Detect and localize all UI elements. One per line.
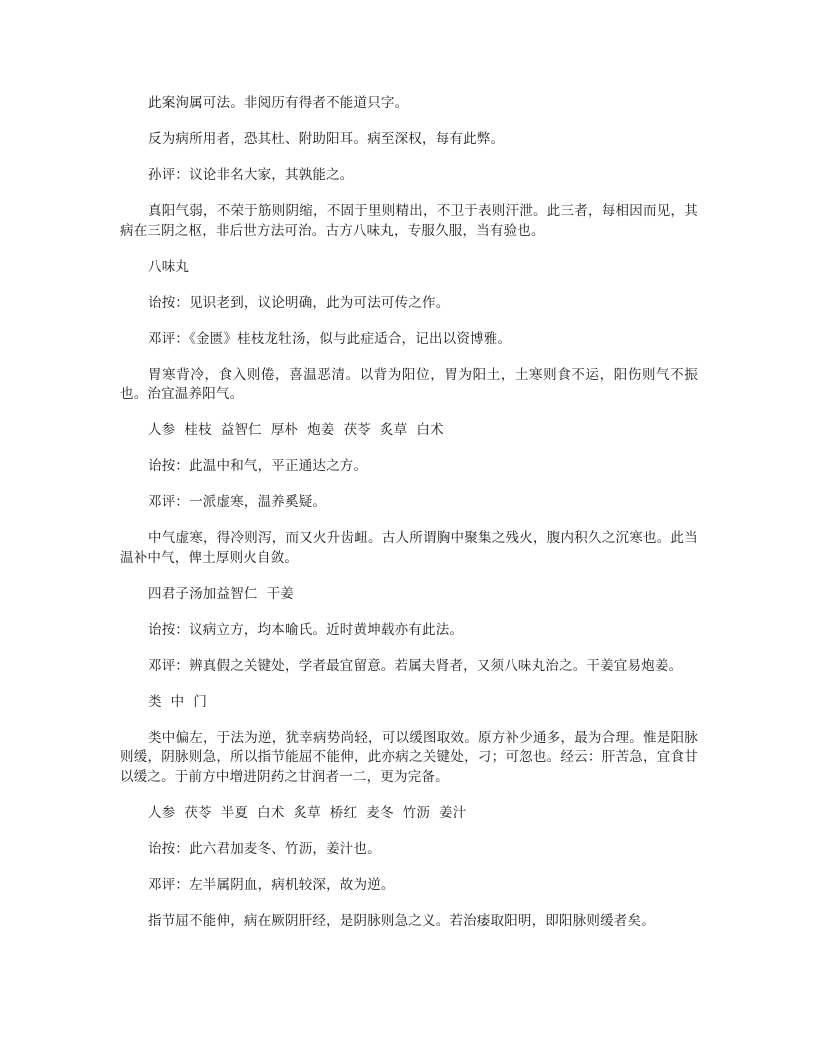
paragraph: 诒按：此温中和气，平正通达之方。 — [148, 458, 368, 474]
paragraph: 邓评：一派虚寒，温养奚疑。 — [148, 494, 327, 510]
section-heading: 类 中 门 — [148, 693, 208, 710]
paragraph: 邓评：左半属阴血，病机较深，故为逆。 — [148, 876, 395, 893]
paragraph: 胃寒背冷，食入则倦，喜温恶清。以背为阳位，胃为阳土，土寒则食不运，阳伤则气不振也。治宜温养阳气。 — [120, 366, 698, 402]
document-page — [120, 94, 698, 948]
paragraph: 诒按：见识老到，议论明确，此为可法可传之作。 — [148, 294, 450, 311]
paragraph: 诒按：此六君加麦冬、竹沥，姜汁也。 — [148, 840, 381, 857]
paragraph: 反为病所用者，恐其杜、附助阳耳。病至深权，每有此弊。 — [148, 131, 505, 147]
paragraph: 诒按：议病立方，均本喻氏。近时黄坤载亦有此法。 — [148, 621, 464, 638]
paragraph: 中气虚寒，得冷则泻，而又火升齿衄。古人所谓胸中聚集之残火，腹内积久之沉寒也。此当温补中气，俾土厚则火自敛。 — [120, 530, 698, 566]
paragraph: 邓评：《金匮》桂枝龙牡汤，似与此症适合，记出以资博雅。 — [148, 330, 512, 347]
formula-title: 四君子汤加益智仁 干姜 — [148, 585, 294, 602]
paragraph: 指节屈不能伸，病在厥阴肝经，是阴脉则急之义。若治痿取阳明，即阳脉则缓者矣。 — [148, 912, 655, 929]
paragraph: 真阳气弱，不荣于筋则阴缩，不固于里则精出，不卫于表则汗泄。此三者，每相因而见，其病在三阴之枢，非后世方法可治。古方八味丸，专服久服，当有验也。 — [120, 203, 698, 239]
paragraph: 类中偏左，于法为逆，犹幸病势尚轻，可以缓图取效。原方补少通多，最为合理。惟是阳脉则缓，阴脉则急，所以指节能屈不能伸，此亦病之关键处，刁；可忽也。经云：肝苦急，宜食甘以缓之。于前方中增进阴药之甘润者一二，更为完备。 — [120, 729, 698, 785]
herb-list: 人参 桂枝 益智仁 厚朴 炮姜 茯苓 炙草 白术 — [148, 422, 444, 438]
herb-list: 人参 茯苓 半夏 白术 炙草 桥红 麦冬 竹沥 姜汁 — [148, 804, 467, 821]
formula-title: 八味丸 — [148, 258, 190, 275]
paragraph: 此案洵属可法。非阅历有得者不能道只字。 — [148, 95, 409, 111]
paragraph: 孙评：议论非名大家，其孰能之。 — [148, 167, 354, 183]
paragraph: 邓评：辨真假之关键处，学者最宜留意。若属夫肾者，又须八味丸治之。干姜宜易炮姜。 — [148, 657, 683, 674]
